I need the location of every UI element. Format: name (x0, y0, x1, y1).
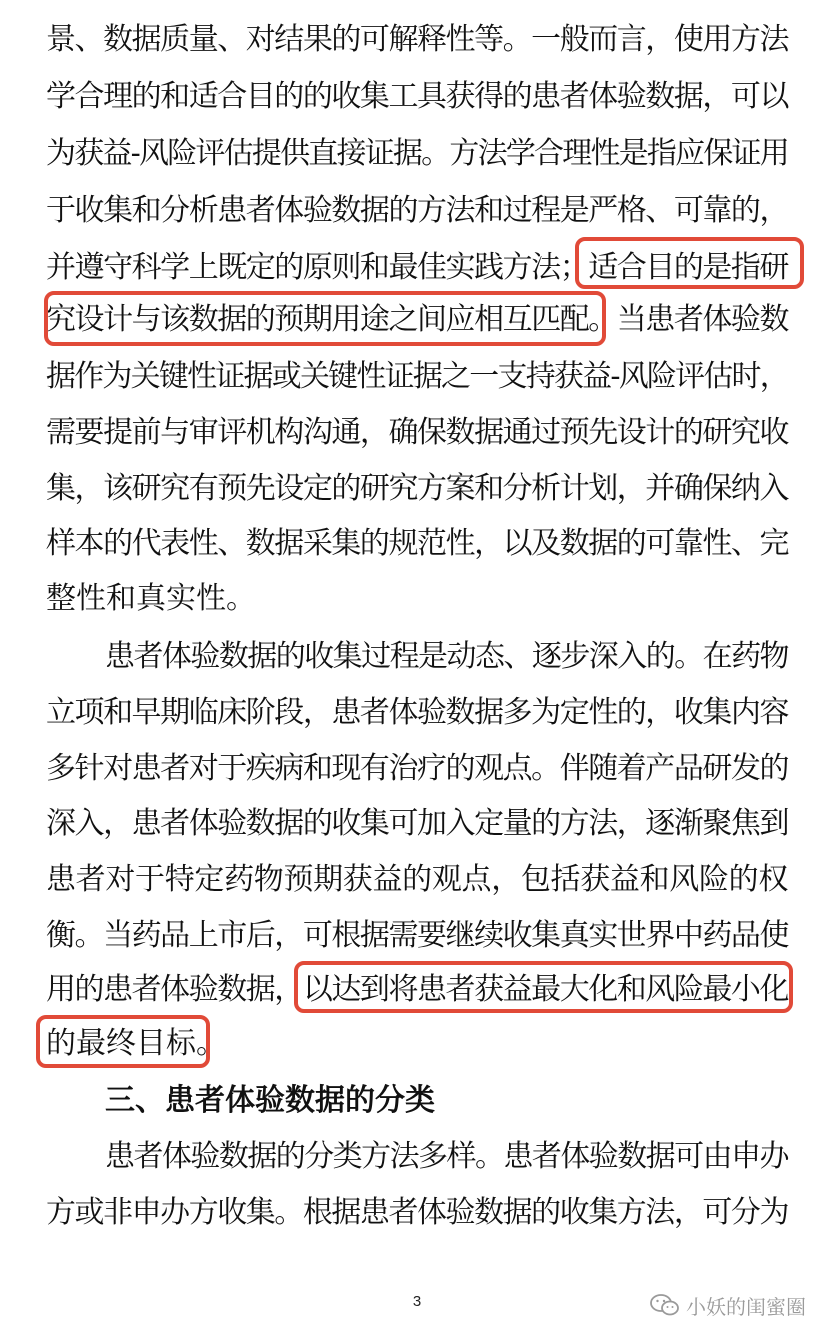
text-line: 学合理的和适合目的的收集工具获得的患者体验数据，可以 (46, 79, 788, 114)
section-heading: 三、患者体验数据的分类 (105, 1083, 435, 1118)
text-line: 景、数据质量、对结果的可解释性等。一般而言，使用方法 (46, 22, 788, 57)
text-line: 据作为关键性证据或关键性证据之一支持获益-风险评估时， (46, 359, 788, 394)
text-line: 样本的代表性、数据采集的规范性，以及数据的可靠性、完 (46, 526, 788, 561)
page-number: 3 (412, 1293, 422, 1310)
text-line: 衡。当药品上市后，可根据需要继续收集真实世界中药品使 (46, 918, 788, 953)
text-line: 整性和真实性。 (46, 581, 256, 616)
text-line: 多针对患者对于疾病和现有治疗的观点。伴随着产品研发的 (46, 751, 788, 786)
text-line: 深入，患者体验数据的收集可加入定量的方法，逐渐聚焦到 (46, 806, 788, 841)
text-line: 为获益-风险评估提供直接证据。方法学合理性是指应保证用 (46, 136, 788, 171)
text-line: 的最终目标。 (46, 1026, 226, 1061)
text-line: 需要提前与审评机构沟通，确保数据通过预先设计的研究收 (46, 415, 788, 450)
paragraph-first-line: 患者体验数据的分类方法多样。患者体验数据可由申办 (105, 1139, 788, 1174)
text-line: 患者对于特定药物预期获益的观点，包括获益和风险的权 (46, 862, 788, 897)
paragraph-first-line: 患者体验数据的收集过程是动态、逐步深入的。在药物 (105, 639, 788, 674)
text-line: 并遵守科学上既定的原则和最佳实践方法；适合目的是指研 (46, 250, 788, 285)
text-line: 究设计与该数据的预期用途之间应相互匹配。当患者体验数 (46, 302, 788, 337)
text-line: 方或非申办方收集。根据患者体验数据的收集方法，可分为 (46, 1195, 788, 1230)
text-line: 于收集和分析患者体验数据的方法和过程是严格、可靠的， (46, 193, 788, 228)
text-line: 集，该研究有预先设定的研究方案和分析计划，并确保纳入 (46, 471, 788, 506)
text-line: 用的患者体验数据，以达到将患者获益最大化和风险最小化 (46, 972, 788, 1007)
text-line: 立项和早期临床阶段，患者体验数据多为定性的，收集内容 (46, 695, 788, 730)
watermark (650, 1290, 806, 1320)
watermark-text: 小妖的闺蜜圈 (686, 1294, 806, 1319)
wechat-icon (650, 1293, 680, 1317)
